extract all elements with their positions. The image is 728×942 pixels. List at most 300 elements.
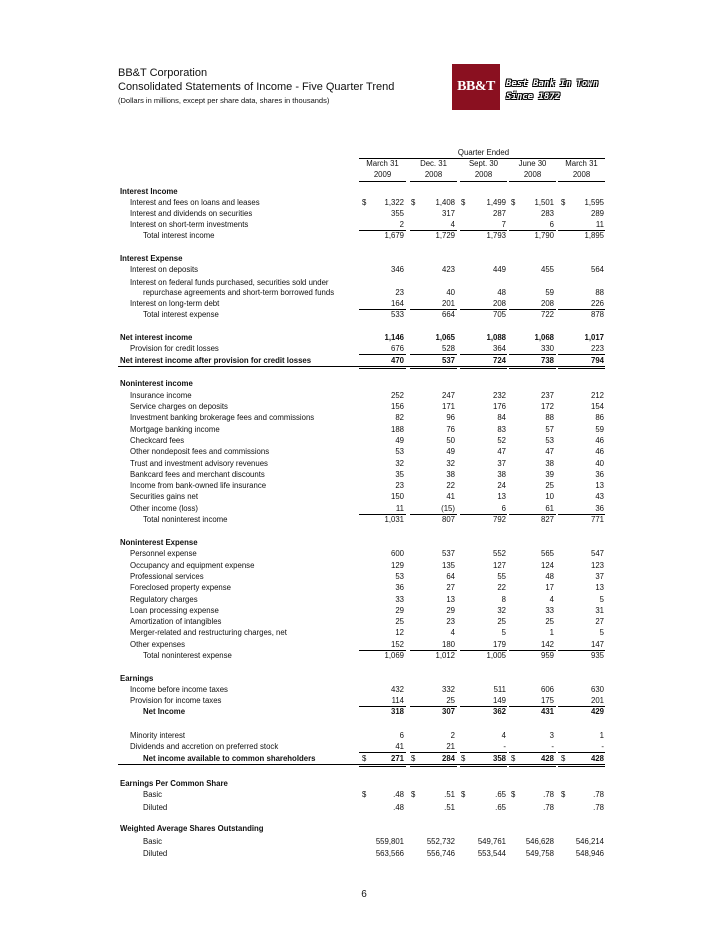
dollar-sign: $ (461, 198, 466, 207)
cell-value: 223 (590, 344, 604, 353)
cell-value: 284 (441, 754, 455, 763)
cell-value: 6 (549, 220, 554, 229)
row-label: Diluted (143, 803, 168, 812)
cell-value: 114 (391, 696, 404, 705)
cell-value: 771 (590, 515, 604, 524)
cell-value: 154 (590, 402, 604, 411)
row-label: Personnel expense (130, 549, 197, 558)
cell-value: 4 (450, 628, 455, 637)
cell-value: 49 (395, 436, 404, 445)
cell-value: 511 (493, 685, 506, 694)
cell-value: 1,322 (384, 198, 404, 207)
cell-value: 135 (441, 561, 455, 570)
cell-value: 13 (446, 595, 455, 604)
row-label: Earnings (120, 674, 154, 683)
cell-value: 13 (497, 492, 506, 501)
cell-value: 11 (595, 220, 604, 229)
cell-value: 201 (441, 299, 455, 308)
cell-value: 164 (390, 299, 404, 308)
row-label: Foreclosed property expense (130, 583, 231, 592)
cell-value: 40 (595, 459, 604, 468)
cell-value: 546,214 (575, 837, 604, 846)
cell-value: 188 (390, 425, 404, 434)
cell-value: 346 (390, 265, 404, 274)
cell-value: 565 (540, 549, 554, 558)
cell-value: 738 (540, 356, 554, 365)
cell-value: 2 (399, 220, 404, 229)
cell-value: .48 (393, 790, 404, 799)
cell-value: 10 (545, 492, 554, 501)
cell-value: 88 (595, 288, 604, 297)
dollar-sign: $ (411, 198, 416, 207)
cell-value: 330 (540, 344, 554, 353)
cell-value: .78 (593, 790, 604, 799)
cell-value: 38 (446, 470, 455, 479)
cell-value: 37 (497, 459, 506, 468)
cell-value: 1,595 (584, 198, 604, 207)
dollar-sign: $ (561, 198, 566, 207)
row-label: Insurance income (130, 391, 192, 400)
cell-value: 149 (492, 696, 506, 705)
cell-value: 878 (590, 310, 604, 319)
cell-value: 39 (545, 470, 554, 479)
cell-value: 664 (441, 310, 455, 319)
cell-value: 547 (590, 549, 604, 558)
cell-value: 86 (595, 413, 604, 422)
cell-value: 36 (595, 504, 604, 513)
cell-value: 147 (590, 640, 604, 649)
cell-value: 428 (540, 754, 554, 763)
cell-value: 676 (390, 344, 404, 353)
cell-value: 27 (446, 583, 455, 592)
dollar-sign: $ (411, 790, 416, 799)
row-label: Checkcard fees (130, 436, 185, 445)
dollar-sign: $ (362, 198, 367, 207)
double-rule (509, 368, 556, 369)
report-header (118, 66, 394, 108)
cell-value: 127 (492, 561, 506, 570)
cell-value: 1,017 (584, 333, 604, 342)
cell-value: 429 (590, 707, 604, 716)
cell-value: 176 (492, 402, 506, 411)
row-label: Merger-related and restructuring charges, net (130, 628, 287, 637)
column-date: March 31 (366, 159, 399, 168)
cell-value: 43 (595, 492, 604, 501)
cell-value: .51 (444, 790, 455, 799)
row-label: Total noninterest income (143, 515, 228, 524)
row-label: Provision for income taxes (130, 696, 222, 705)
column-year-rule (359, 181, 406, 182)
cell-value: 332 (441, 685, 455, 694)
column-year: 2008 (424, 170, 443, 179)
column-year: 2008 (523, 170, 542, 179)
cell-value: .78 (543, 803, 554, 812)
row-label: Other nondeposit fees and commissions (130, 447, 270, 456)
row-label: Interest and fees on loans and leases (130, 198, 260, 207)
row-label: Minority interest (130, 731, 186, 740)
cell-value: 1,068 (534, 333, 554, 342)
cell-value: 49 (446, 447, 455, 456)
cell-value: 7 (501, 220, 506, 229)
cell-value: 1,729 (435, 231, 455, 240)
cell-value: 423 (441, 265, 455, 274)
double-rule (359, 368, 406, 369)
cell-value: 50 (446, 436, 455, 445)
cell-value: 83 (497, 425, 506, 434)
cell-value: 24 (497, 481, 506, 490)
cell-value: 32 (395, 459, 404, 468)
cell-value: 48 (545, 572, 554, 581)
dollar-sign: $ (561, 754, 566, 763)
cell-value: 600 (390, 549, 404, 558)
cell-value: 55 (497, 572, 506, 581)
cell-value: 38 (497, 470, 506, 479)
double-rule (558, 766, 605, 767)
cell-value: 47 (545, 447, 554, 456)
row-label: Basic (143, 837, 163, 846)
cell-value: 46 (595, 436, 604, 445)
cell-value: 208 (540, 299, 554, 308)
cell-value: 317 (441, 209, 455, 218)
cell-value: 23 (395, 481, 404, 490)
cell-value: 537 (441, 356, 455, 365)
cell-value: 355 (390, 209, 404, 218)
cell-value: (15) (441, 504, 455, 513)
cell-value: 4 (501, 731, 506, 740)
cell-value: 959 (540, 651, 554, 660)
cell-value: 208 (492, 299, 506, 308)
cell-value: 22 (446, 481, 455, 490)
row-label: Earnings Per Common Share (120, 779, 228, 788)
cell-value: 549,761 (477, 837, 506, 846)
cell-value: 318 (390, 707, 404, 716)
row-label: Total noninterest expense (143, 651, 232, 660)
page-number: 6 (361, 889, 367, 900)
cell-value: 1,012 (435, 651, 455, 660)
row-label: Interest on long-term debt (130, 299, 220, 308)
cell-value: 13 (595, 583, 604, 592)
cell-value: .48 (393, 803, 404, 812)
cell-value: 36 (395, 583, 404, 592)
cell-value: 53 (545, 436, 554, 445)
column-date: Sept. 30 (468, 159, 499, 168)
row-label: Interest Income (120, 187, 178, 196)
dollar-sign: $ (461, 790, 466, 799)
cell-value: 12 (395, 628, 404, 637)
cell-value: 25 (395, 617, 404, 626)
logo-tagline (506, 78, 598, 104)
cell-value: 559,801 (375, 837, 404, 846)
cell-value: 528 (441, 344, 455, 353)
cell-value: 175 (540, 696, 554, 705)
cell-value: 152 (390, 640, 404, 649)
cell-value: 41 (446, 492, 455, 501)
cell-value: 470 (390, 356, 404, 365)
cell-value: 792 (492, 515, 506, 524)
cell-value: 548,946 (575, 849, 604, 858)
cell-value: - (601, 742, 604, 751)
cell-value: 935 (590, 651, 604, 660)
cell-value: 287 (492, 209, 506, 218)
cell-value: 1,790 (534, 231, 554, 240)
cell-value: 1,895 (584, 231, 604, 240)
cell-value: 1,679 (384, 231, 404, 240)
cell-value: 13 (595, 481, 604, 490)
row-label: Net Income (143, 707, 186, 716)
dollar-sign: $ (362, 754, 367, 763)
double-rule (359, 766, 406, 767)
tagline-line-1: Best Bank In Town (506, 79, 599, 89)
cell-value: .51 (444, 803, 455, 812)
cell-value: 1,031 (384, 515, 404, 524)
cell-value: 1,146 (384, 333, 404, 342)
double-rule (410, 766, 457, 767)
cell-value: 237 (540, 391, 554, 400)
cell-value: 53 (395, 572, 404, 581)
cell-value: 5 (501, 628, 506, 637)
cell-value: 1 (599, 731, 604, 740)
cell-value: 22 (497, 583, 506, 592)
dollar-sign: $ (411, 754, 416, 763)
cell-value: 307 (441, 707, 455, 716)
cell-value: 21 (446, 742, 455, 751)
row-label: Net interest income (120, 333, 193, 342)
cell-value: 807 (441, 515, 455, 524)
column-year: 2009 (373, 170, 392, 179)
cell-value: 84 (497, 413, 506, 422)
column-year-rule (558, 181, 605, 182)
cell-value: 724 (492, 356, 506, 365)
cell-value: 722 (540, 310, 554, 319)
cell-value: 36 (595, 470, 604, 479)
cell-value: 142 (540, 640, 554, 649)
cell-value: 556,746 (426, 849, 455, 858)
row-label: Regulatory charges (130, 595, 198, 604)
cell-value: 563,566 (375, 849, 404, 858)
cell-value: 61 (545, 504, 554, 513)
cell-value: 247 (441, 391, 455, 400)
cell-value: 358 (492, 754, 506, 763)
row-label: Other income (loss) (130, 504, 199, 513)
cell-value: .78 (543, 790, 554, 799)
row-underline (118, 764, 605, 765)
cell-value: 172 (540, 402, 554, 411)
double-rule (410, 368, 457, 369)
cell-value: 27 (595, 617, 604, 626)
cell-value: 31 (595, 606, 604, 615)
cell-value: 33 (545, 606, 554, 615)
cell-value: 38 (545, 459, 554, 468)
row-label: Basic (143, 790, 163, 799)
cell-value: 552,732 (426, 837, 455, 846)
cell-value: 212 (590, 391, 604, 400)
cell-value: 88 (545, 413, 554, 422)
row-label: Interest and dividends on securities (130, 209, 253, 218)
cell-value: 537 (441, 549, 455, 558)
cell-value: 428 (590, 754, 604, 763)
row-label: Mortgage banking income (130, 425, 220, 434)
cell-value: 25 (545, 481, 554, 490)
double-rule (509, 766, 556, 767)
row-label: Net interest income after provision for credit losses (120, 356, 312, 365)
cell-value: 11 (395, 504, 404, 513)
row-label: Diluted (143, 849, 168, 858)
cell-value: 1 (549, 628, 554, 637)
column-date: March 31 (565, 159, 598, 168)
row-label: Investment banking brokerage fees and commissions (130, 413, 315, 422)
dollar-sign: $ (561, 790, 566, 799)
cell-value: 549,758 (525, 849, 554, 858)
cell-value: 1,065 (435, 333, 455, 342)
cell-value: 129 (390, 561, 404, 570)
row-label: Interest on short-term investments (130, 220, 249, 229)
cell-value: 1,005 (486, 651, 506, 660)
cell-value: .65 (495, 803, 506, 812)
cell-value: 362 (492, 707, 506, 716)
row-label: Income before income taxes (130, 685, 228, 694)
cell-value: 552 (492, 549, 506, 558)
cell-value: 8 (501, 595, 506, 604)
cell-value: 564 (590, 265, 604, 274)
cell-value: 1,069 (384, 651, 404, 660)
column-year-rule (410, 181, 457, 182)
cell-value: 171 (441, 402, 455, 411)
cell-value: 82 (395, 413, 404, 422)
cell-value: 364 (492, 344, 506, 353)
row-label: Dividends and accretion on preferred stock (130, 742, 279, 751)
cell-value: .65 (495, 790, 506, 799)
cell-value: 23 (446, 617, 455, 626)
cell-value: 48 (497, 288, 506, 297)
cell-value: 25 (545, 617, 554, 626)
cell-value: 252 (390, 391, 404, 400)
report-subtitle: (Dollars in millions, except per share data, shares in thousands) (118, 96, 330, 105)
row-label: Professional services (130, 572, 204, 581)
cell-value: 271 (390, 754, 404, 763)
cell-value: 123 (590, 561, 604, 570)
cell-value: 1,501 (534, 198, 554, 207)
row-label: Provision for credit losses (130, 344, 219, 353)
dollar-sign: $ (511, 754, 516, 763)
cell-value: 1,793 (486, 231, 506, 240)
cell-value: 4 (549, 595, 554, 604)
cell-value: 59 (545, 288, 554, 297)
cell-value: 23 (395, 288, 404, 297)
cell-value: 25 (497, 617, 506, 626)
row-label: Interest Expense (120, 254, 183, 263)
cell-value: 630 (590, 685, 604, 694)
cell-value: 33 (395, 595, 404, 604)
cell-value: 37 (595, 572, 604, 581)
row-label: Trust and investment advisory revenues (130, 459, 268, 468)
cell-value: 3 (549, 731, 554, 740)
row-label: Interest on federal funds purchased, securities sold under (130, 278, 329, 287)
cell-value: 59 (595, 425, 604, 434)
column-year-rule (509, 181, 556, 182)
row-label: repurchase agreements and short-term borrowed funds (143, 288, 335, 297)
row-label: Bankcard fees and merchant discounts (130, 470, 265, 479)
cell-value: 46 (595, 447, 604, 456)
double-rule (558, 368, 605, 369)
column-year-rule (460, 181, 507, 182)
cell-value: 6 (399, 731, 404, 740)
cell-value: 17 (545, 583, 554, 592)
cell-value: 553,544 (477, 849, 506, 858)
cell-value: 41 (395, 742, 404, 751)
row-label: Amortization of intangibles (130, 617, 222, 626)
row-label: Total interest income (143, 231, 215, 240)
cell-value: 53 (395, 447, 404, 456)
cell-value: 57 (545, 425, 554, 434)
row-label: Loan processing expense (130, 606, 219, 615)
cell-value: 4 (450, 220, 455, 229)
row-label: Interest on deposits (130, 265, 199, 274)
cell-value: 5 (599, 628, 604, 637)
dollar-sign: $ (511, 790, 516, 799)
cell-value: 52 (497, 436, 506, 445)
cell-value: 1,499 (486, 198, 506, 207)
cell-value: 794 (590, 356, 604, 365)
cell-value: 827 (540, 515, 554, 524)
cell-value: - (551, 742, 554, 751)
tagline-line-2: Since 1872 (506, 92, 561, 102)
cell-value: 606 (540, 685, 554, 694)
cell-value: 96 (446, 413, 455, 422)
cell-value: 232 (492, 391, 506, 400)
row-label: Service charges on deposits (130, 402, 228, 411)
cell-value: 432 (390, 685, 404, 694)
cell-value: 2 (450, 731, 455, 740)
dollar-sign: $ (362, 790, 367, 799)
cell-value: 1,088 (486, 333, 506, 342)
cell-value: 283 (540, 209, 554, 218)
double-rule (460, 368, 507, 369)
column-year: 2008 (474, 170, 493, 179)
row-label: Securities gains net (130, 492, 199, 501)
row-label: Net income available to common shareholders (143, 754, 316, 763)
bbt-logo: BB&T (452, 64, 500, 110)
dollar-sign: $ (511, 198, 516, 207)
row-label: Income from bank-owned life insurance (130, 481, 267, 490)
cell-value: 47 (497, 447, 506, 456)
row-label: Occupancy and equipment expense (130, 561, 255, 570)
row-label: Weighted Average Shares Outstanding (120, 824, 264, 833)
cell-value: .78 (593, 803, 604, 812)
column-date: Dec. 31 (420, 159, 447, 168)
cell-value: 533 (390, 310, 404, 319)
cell-value: 449 (492, 265, 506, 274)
double-rule (460, 766, 507, 767)
cell-value: 35 (395, 470, 404, 479)
cell-value: 32 (446, 459, 455, 468)
cell-value: 124 (540, 561, 554, 570)
cell-value: 1,408 (435, 198, 455, 207)
cell-value: 76 (446, 425, 455, 434)
cell-value: 64 (446, 572, 455, 581)
row-underline (118, 366, 605, 367)
cell-value: 32 (497, 606, 506, 615)
column-year: 2008 (572, 170, 591, 179)
cell-value: 156 (390, 402, 404, 411)
row-label: Noninterest Expense (120, 538, 198, 547)
cell-value: 40 (446, 288, 455, 297)
cell-value: 201 (590, 696, 604, 705)
cell-value: 431 (540, 707, 554, 716)
column-date: June 30 (518, 159, 547, 168)
cell-value: 29 (395, 606, 404, 615)
cell-value: 150 (390, 492, 404, 501)
cell-value: 546,628 (525, 837, 554, 846)
